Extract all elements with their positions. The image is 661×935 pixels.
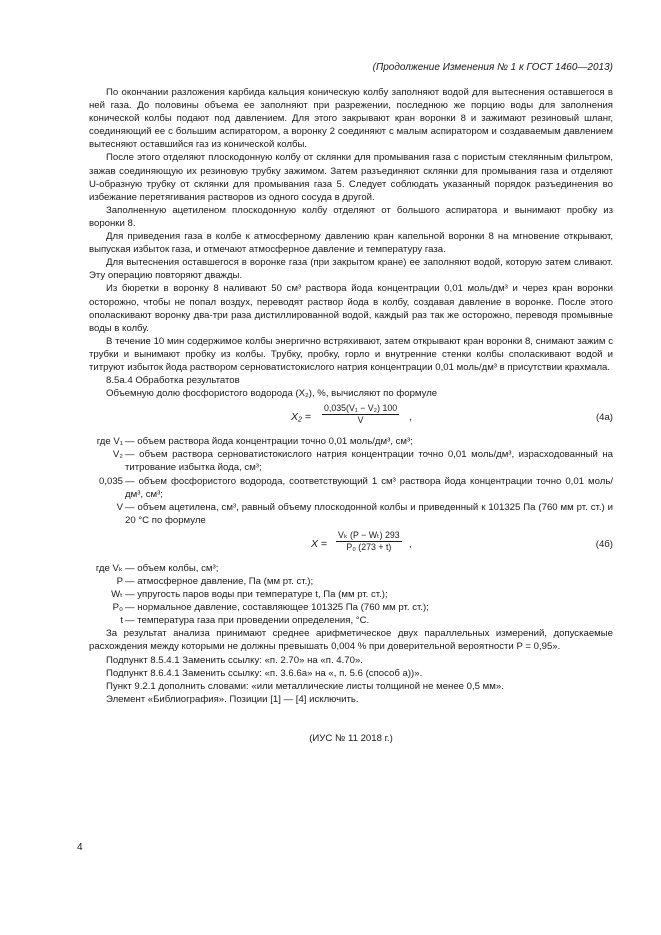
definition-symbol: t	[120, 615, 123, 627]
definition-symbol: V	[116, 501, 123, 513]
formula-4b	[89, 529, 613, 559]
formula-numerator: Vₖ (P − Wₜ) 293	[338, 529, 400, 540]
definition-text: — объем фосфористого водорода, соответствующий 1 см³ раствора йода концентрации точно 0,01 моль/дм³, см³;	[125, 475, 613, 500]
amendment-item: Пункт 9.2.1 дополнить словами: «или металлические листы толщиной не менее 0,5 мм».	[106, 680, 504, 692]
definition-symbol: где V₁	[96, 436, 123, 448]
page-header: (Продолжение Изменения № 1 к ГОСТ 1460—2013)	[372, 62, 613, 73]
paragraph: По окончании разложения карбида кальция коническую колбу заполняют водой для вытеснения оставшегося в ней газа. До половины объема ее заполняют при разрежении, последнюю же порцию воды для заполнения конической колбы подают под давлением. Для этого закрывают кран воронки 8 и зажимают резиновый шланг, соединяющий ее с большим аспиратором, а воронку 2 соединяют с малым аспиратором и создаваемым давлением вытесняют оставшийся газ из конической колбы.	[89, 87, 613, 151]
definition-text: — упругость паров воды при температуре t, Па (мм рт. ст.);	[125, 589, 388, 601]
definition-text: — объем раствора йода концентрации точно 0,01 моль/дм³, см³;	[125, 436, 413, 448]
definition-text: — атмосферное давление, Па (мм рт. ст.);	[125, 576, 314, 587]
definition-symbol: где Vₖ	[95, 562, 123, 574]
definition	[89, 475, 613, 501]
definition-symbol: Wₜ	[111, 589, 123, 601]
formula-punct: ,	[409, 412, 412, 424]
paragraph: За результат анализа принимают среднее арифметическое двух параллельных измерений, допускаемые расхождения между которыми не должны превышать 0,004 % при доверительной вероятности P = 0,95».	[89, 628, 613, 653]
formula-4a	[89, 402, 613, 432]
formula-fraction	[336, 530, 402, 553]
definitions-4b	[89, 562, 613, 627]
formula-lhs: X =	[311, 537, 328, 550]
paragraph: Из бюретки в воронку 8 наливают 50 см³ раствора йода концентрации 0,01 моль/дм³ и через кран воронки осторожно, чтобы не попал воздух, переводят раствор йода в колбу, создавая давление в воронке. После этого ополаскивают воронку два-три раза дистиллированной водой, каждый раз так же осторожно, переводя промывные воды в колбу.	[89, 283, 613, 334]
definition	[89, 601, 613, 614]
document-body	[89, 86, 613, 745]
formula-punct: ,	[409, 538, 412, 550]
definition-text: — нормальное давление, составляющее 101325 Па (760 мм рт. ст.);	[125, 602, 429, 614]
definition	[89, 435, 613, 448]
paragraph: Заполненную ацетиленом плоскодонную колбу отделяют от большого аспиратора и вынимают пробку из воронки 8.	[89, 204, 613, 229]
definition-text: — объем колбы, см³;	[125, 562, 219, 574]
ius-reference: (ИУС № 11 2018 г.)	[309, 732, 393, 744]
amendment-item: Подпункт 8.6.4.1 Заменить ссылку: «п. 3.6.6а» на «, п. 5.6 (способ а))».	[106, 667, 423, 679]
definitions-4a	[89, 435, 613, 527]
equation-number: (4а)	[595, 412, 613, 424]
equation-number: (4б)	[595, 538, 613, 550]
paragraph: В течение 10 мин содержимое колбы энергично встряхивают, затем открывают кран воронки 8, снимают зажим с трубки и вынимают пробку из колбы. Трубку, пробку, горло и внутренние стенки колбы споласкивают водой и титруют избыток йода раствором серноватистокислого натрия концентрации 0,01 моль/дм³ в присутствии крахмала.	[89, 335, 613, 373]
amendment-item: Элемент «Библиография». Позиции [1] — [4] исключить.	[106, 693, 359, 705]
formula-denominator: P₀ (273 + t)	[346, 541, 392, 552]
definition	[89, 448, 613, 474]
definition-text: — объем ацетилена, см³, равный объему плоскодонной колбы и приведенный к 101325 Па (760 мм рт. ст.) и 20 °С по формуле	[125, 501, 613, 526]
paragraph: Для приведения газа в колбе к атмосферному давлению кран капельной воронки 8 на мгновение открывают, выпуская избыток газа, и отмечают атмосферное давление и температуру газа.	[89, 231, 613, 256]
paragraph: Объемную долю фосфористого водорода (X₂), %, вычисляют по формуле	[106, 388, 438, 400]
page-number: 4	[77, 842, 83, 853]
definition	[89, 614, 613, 627]
definition	[89, 501, 613, 527]
definition-symbol: V₂	[112, 449, 123, 461]
formula-numerator: 0,035(V₁ − V₂) 100	[324, 403, 398, 414]
formula-fraction	[322, 403, 399, 426]
paragraph: После этого отделяют плоскодонную колбу от склянки для промывания газа с пористым стеклянным фильтром, зажав соединяющую их резиновую трубку зажимом. Затем разъединяют склянки для промывания газа и отделяют U-образную трубку от склянки для промывания газа 5. Следует соблюдать указанный порядок разъединения во избежание перетягивания растворов из одного сосуда в другой.	[89, 152, 613, 203]
definition-symbol: 0,035	[98, 475, 123, 487]
formula-lhs: X₂ =	[291, 411, 312, 424]
definition-text: — объем раствора серноватистокислого натрия концентрации точно 0,01 моль/дм³, израсходованный на титрование избытка йода, см³;	[125, 449, 613, 474]
definition-symbol: P₀	[112, 602, 123, 614]
amendment-item: Подпункт 8.5.4.1 Заменить ссылку: «п. 2.70» на «п. 4.70».	[106, 654, 363, 666]
paragraph: Для вытеснения оставшегося в воронке газа (при закрытом кране) ее заполняют водой, которую затем сливают. Эту операцию повторяют дважды.	[89, 257, 613, 282]
definition-symbol: P	[116, 576, 123, 587]
definition	[89, 588, 613, 601]
definition-text: — температура газа при проведении определения, °С.	[125, 615, 370, 627]
definition	[89, 575, 613, 588]
definition	[89, 562, 613, 575]
section-heading: 8.5а.4 Обработка результатов	[106, 375, 240, 387]
formula-denominator: V	[357, 415, 364, 426]
